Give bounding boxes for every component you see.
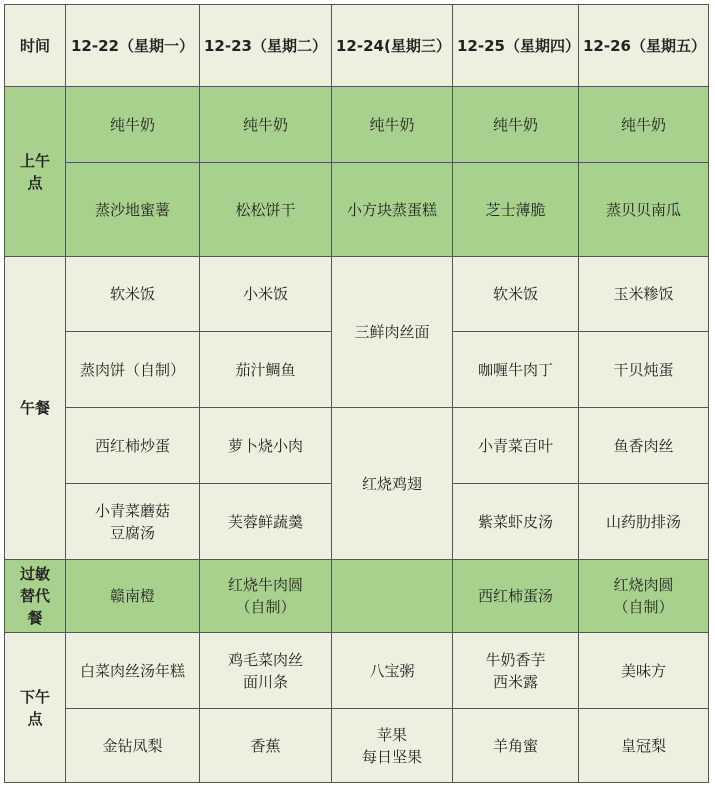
menu-cell: 金钻凤梨 xyxy=(66,709,200,783)
day-header-mon: 12-22（星期一） xyxy=(66,5,200,87)
afternoon-snack-row-2 xyxy=(5,709,709,783)
menu-cell: 羊角蜜 xyxy=(453,709,579,783)
menu-cell: 芙蓉鲜蔬羹 xyxy=(200,484,332,560)
afternoon-snack-row-1 xyxy=(5,633,709,709)
menu-cell: 纯牛奶 xyxy=(66,87,200,163)
morning-snack-label: 上午 点 xyxy=(5,87,66,257)
menu-cell: 皇冠梨 xyxy=(579,709,709,783)
menu-cell: 干贝炖蛋 xyxy=(579,332,709,408)
menu-cell: 山药肋排汤 xyxy=(579,484,709,560)
menu-cell: 茄汁鲷鱼 xyxy=(200,332,332,408)
menu-cell: 西红柿蛋汤 xyxy=(453,560,579,633)
menu-cell: 芝士薄脆 xyxy=(453,163,579,257)
menu-cell: 纯牛奶 xyxy=(332,87,453,163)
menu-cell: 香蕉 xyxy=(200,709,332,783)
menu-cell: 松松饼干 xyxy=(200,163,332,257)
menu-cell: 赣南橙 xyxy=(66,560,200,633)
menu-cell: 小米饭 xyxy=(200,257,332,332)
menu-cell: 软米饭 xyxy=(453,257,579,332)
menu-cell: 西红柿炒蛋 xyxy=(66,408,200,484)
afternoon-snack-label: 下午 点 xyxy=(5,633,66,783)
menu-cell: 小青菜百叶 xyxy=(453,408,579,484)
day-header-thu: 12-25（星期四） xyxy=(453,5,579,87)
menu-cell: 红烧肉圆 （自制） xyxy=(579,560,709,633)
menu-cell: 白菜肉丝汤年糕 xyxy=(66,633,200,709)
menu-cell: 鱼香肉丝 xyxy=(579,408,709,484)
menu-cell: 紫菜虾皮汤 xyxy=(453,484,579,560)
menu-cell: 美味方 xyxy=(579,633,709,709)
menu-cell: 萝卜烧小肉 xyxy=(200,408,332,484)
menu-cell: 红烧牛肉圆 （自制） xyxy=(200,560,332,633)
menu-cell: 蒸肉饼（自制） xyxy=(66,332,200,408)
allergy-row xyxy=(5,560,709,633)
menu-cell: 纯牛奶 xyxy=(579,87,709,163)
menu-cell: 纯牛奶 xyxy=(453,87,579,163)
menu-cell: 咖喱牛肉丁 xyxy=(453,332,579,408)
lunch-row-3 xyxy=(5,408,709,484)
menu-cell: 鸡毛菜肉丝 面川条 xyxy=(200,633,332,709)
menu-cell: 牛奶香芋 西米露 xyxy=(453,633,579,709)
menu-cell: 软米饭 xyxy=(66,257,200,332)
weekly-menu-table xyxy=(4,4,709,783)
day-header-tue: 12-23（星期二） xyxy=(200,5,332,87)
menu-cell: 三鲜肉丝面 xyxy=(332,257,453,408)
lunch-row-1 xyxy=(5,257,709,332)
menu-cell xyxy=(332,560,453,633)
menu-cell: 纯牛奶 xyxy=(200,87,332,163)
menu-cell: 小青菜蘑菇 豆腐汤 xyxy=(66,484,200,560)
morning-snack-row-2 xyxy=(5,163,709,257)
lunch-label: 午餐 xyxy=(5,257,66,560)
time-header: 时间 xyxy=(5,5,66,87)
day-header-wed: 12-24(星期三） xyxy=(332,5,453,87)
menu-cell: 苹果 每日坚果 xyxy=(332,709,453,783)
menu-cell: 蒸贝贝南瓜 xyxy=(579,163,709,257)
day-header-fri: 12-26（星期五） xyxy=(579,5,709,87)
menu-cell: 八宝粥 xyxy=(332,633,453,709)
allergy-label: 过敏 替代 餐 xyxy=(5,560,66,633)
header-row xyxy=(5,5,709,87)
menu-cell: 小方块蒸蛋糕 xyxy=(332,163,453,257)
menu-cell: 蒸沙地蜜薯 xyxy=(66,163,200,257)
morning-snack-row-1 xyxy=(5,87,709,163)
menu-cell: 红烧鸡翅 xyxy=(332,408,453,560)
menu-cell: 玉米糁饭 xyxy=(579,257,709,332)
